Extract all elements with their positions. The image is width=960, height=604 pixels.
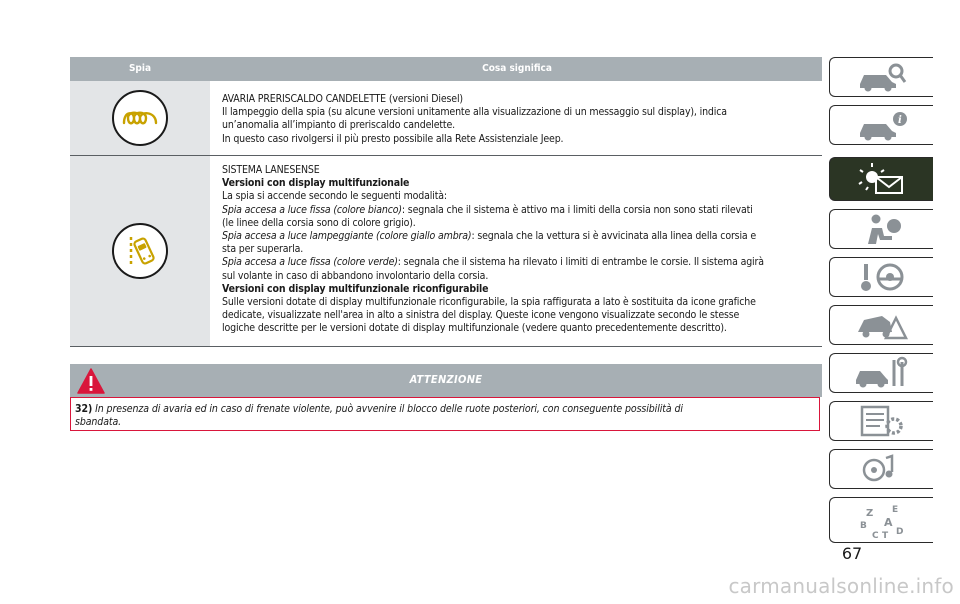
tab-maintenance[interactable] — [829, 353, 933, 393]
subheading: Versioni con display multifunzionale riconfigurabile — [222, 282, 489, 295]
page-number: 67 — [841, 544, 863, 563]
text-line: Spia accesa a luce fissa (colore verde): segnala che il sistema ha rilevato i limiti di entrambe le corsie. Il sistema agirà — [222, 256, 764, 269]
svg-text:A: A — [883, 516, 893, 529]
icon-cell — [70, 81, 210, 155]
subheading: Versioni con display multifunzionale — [222, 177, 410, 190]
svg-text:Z: Z — [865, 508, 873, 519]
tab-specifications[interactable] — [829, 401, 933, 441]
car-tools-icon — [852, 356, 912, 390]
watermark: carmanualsonline.info — [728, 574, 954, 598]
svg-text:i: i — [897, 115, 902, 126]
warning-light-envelope-icon — [852, 160, 912, 198]
svg-text:D: D — [895, 527, 903, 537]
svg-text:B: B — [859, 521, 867, 531]
header-spia: Spia — [128, 63, 152, 74]
warning-lights-table — [70, 57, 822, 347]
section-title: SISTEMA LANESENSE — [222, 164, 320, 176]
text-line: In questo caso rivolgersi il più presto possibile alla Rete Assistenziale Jeep. — [222, 132, 564, 145]
text-line: (le linee della corsia sono di colore grigio). — [222, 216, 416, 229]
header-cosa-significa: Cosa significa — [482, 63, 552, 74]
svg-text:T: T — [881, 531, 888, 540]
tab-multimedia[interactable] — [829, 449, 933, 489]
multimedia-icon — [852, 452, 912, 486]
text-line: logiche descritte per le versioni dotate di display multifunzionale (vedere quanto precedentemente descritto). — [222, 322, 727, 335]
table-header — [70, 57, 822, 81]
table-row — [70, 81, 822, 156]
text-line: Sulle versioni dotate di display multifunzionale riconfigurabile, la spia raffigurata a lato è sostituita da icone grafiche — [222, 296, 756, 309]
text-line: un’anomalia all’impianto di preriscaldo candelette. — [222, 119, 455, 132]
text-line: sta per superarla. — [222, 243, 304, 256]
text-line: Il lampeggio della spia (su alcune versioni unitamente alla visualizzazione di un messaggio sul display), indica — [222, 106, 727, 119]
table-row — [70, 156, 822, 347]
warning-header — [70, 364, 822, 397]
text-line: AVARIA PRERISCALDO CANDELETTE (versioni Diesel) — [222, 93, 463, 105]
glow-plug-icon — [112, 90, 168, 146]
tab-car-info[interactable] — [829, 105, 933, 145]
alphabet-index-icon — [852, 500, 912, 540]
car-search-icon — [852, 60, 912, 94]
lanesense-description — [210, 156, 822, 346]
tab-car-search[interactable] — [829, 57, 933, 97]
icon-cell — [70, 156, 210, 346]
text-line: dedicate, visualizzate nell'area in alto a sinistra del display. Queste icone vengono visualizzate secondo le stesse — [222, 309, 740, 322]
warning-title: ATTENZIONE — [409, 373, 483, 386]
tab-index[interactable] — [829, 497, 933, 543]
text-line: Spia accesa a luce fissa (colore bianco): segnala che il sistema è attivo ma i limiti della corsia non sono stati rilevati — [222, 203, 753, 216]
tab-safety[interactable] — [829, 209, 933, 249]
tab-emergency[interactable] — [829, 305, 933, 345]
text-line: Spia accesa a luce lampeggiante (colore giallo ambra): segnala che la vettura si è avvicinata alla linea della corsia e — [222, 230, 757, 243]
specifications-gear-icon — [852, 404, 912, 438]
text-line: La spia si accende secondo le seguenti modalità: — [222, 190, 447, 203]
car-crash-warning-icon — [852, 308, 912, 342]
tab-warning-lights[interactable] — [829, 157, 933, 201]
key-steering-wheel-icon — [852, 260, 912, 294]
svg-text:C: C — [871, 531, 879, 540]
airbag-person-icon — [852, 212, 912, 246]
text-line: sul volante in caso di abbandono involontario della corsia. — [222, 269, 489, 282]
tab-starting-driving[interactable] — [829, 257, 933, 297]
glow-plug-description — [210, 81, 822, 155]
lanesense-icon — [112, 223, 168, 279]
car-info-icon — [852, 108, 912, 142]
svg-text:E: E — [891, 505, 898, 515]
warning-text: 32) In presenza di avaria ed in caso di frenate violente, può avvenire il blocco delle ruote posteriori, con conseguente possibilità di sbandata. — [70, 397, 820, 431]
